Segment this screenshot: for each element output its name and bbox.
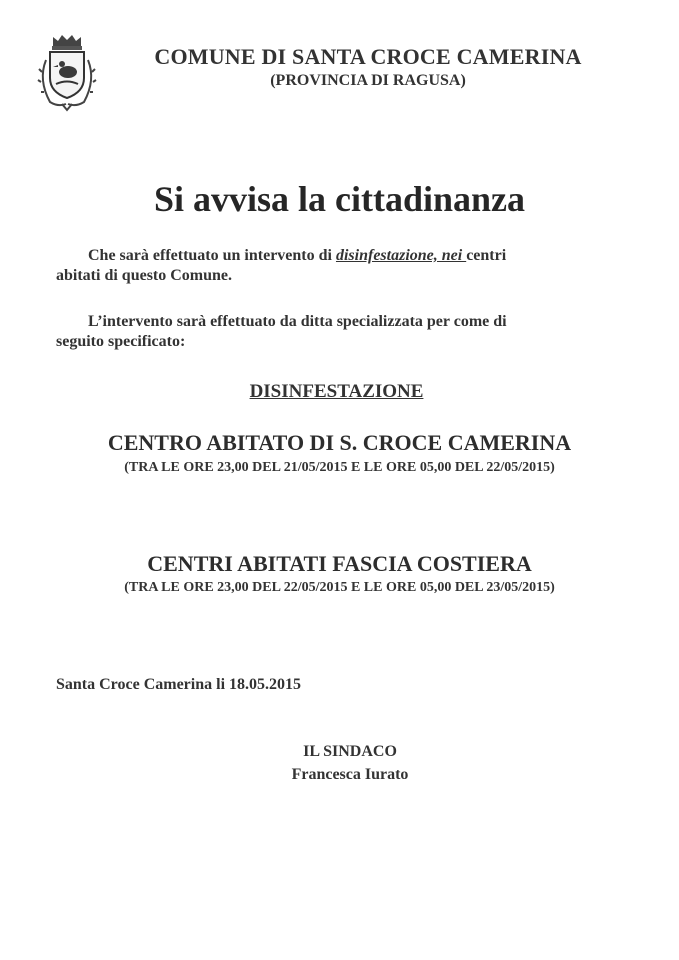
paragraph-2-line-2: seguito specificato: xyxy=(56,333,186,350)
paragraph-1-keyword: disinfestazione, nei xyxy=(335,247,467,264)
signatory-name: Francesca Iurato xyxy=(291,766,409,783)
province-name: (PROVINCIA DI RAGUSA) xyxy=(270,72,466,89)
signatory-role: IL SINDACO xyxy=(303,743,397,760)
area-2-time: (TRA LE ORE 23,00 DEL 22/05/2015 E LE ORE 05,00 DEL 23/05/2015) xyxy=(124,580,555,595)
notice-headline: Si avvisa la cittadinanza xyxy=(153,179,526,219)
paragraph-1-text-a: Che sarà effettuato un intervento di xyxy=(88,247,336,264)
area-1-name: CENTRO ABITATO DI S. CROCE CAMERINA xyxy=(107,430,572,455)
paragraph-1-text-b: centri xyxy=(466,247,507,264)
area-1-time: (TRA LE ORE 23,00 DEL 21/05/2015 E LE ORE 05,00 DEL 22/05/2015) xyxy=(124,460,555,475)
municipal-crest-icon xyxy=(36,32,98,112)
section-title xyxy=(0,381,679,403)
paragraph-1-line-2: abitati di questo Comune. xyxy=(56,267,233,284)
municipality-name: COMUNE DI SANTA CROCE CAMERINA xyxy=(154,44,582,69)
notice-paragraph-2 xyxy=(56,312,616,352)
place-date-line: Santa Croce Camerina li 18.05.2015 xyxy=(56,676,302,693)
paragraph-1-line-1 xyxy=(56,246,616,266)
section-title-text: DISINFESTAZIONE xyxy=(249,381,424,402)
notice-paragraph-1 xyxy=(56,246,616,286)
paragraph-2-line-1: L’intervento sarà effettuato da ditta specializzata per come di xyxy=(88,313,507,330)
area-2-name: CENTRI ABITATI FASCIA COSTIERA xyxy=(147,551,532,576)
